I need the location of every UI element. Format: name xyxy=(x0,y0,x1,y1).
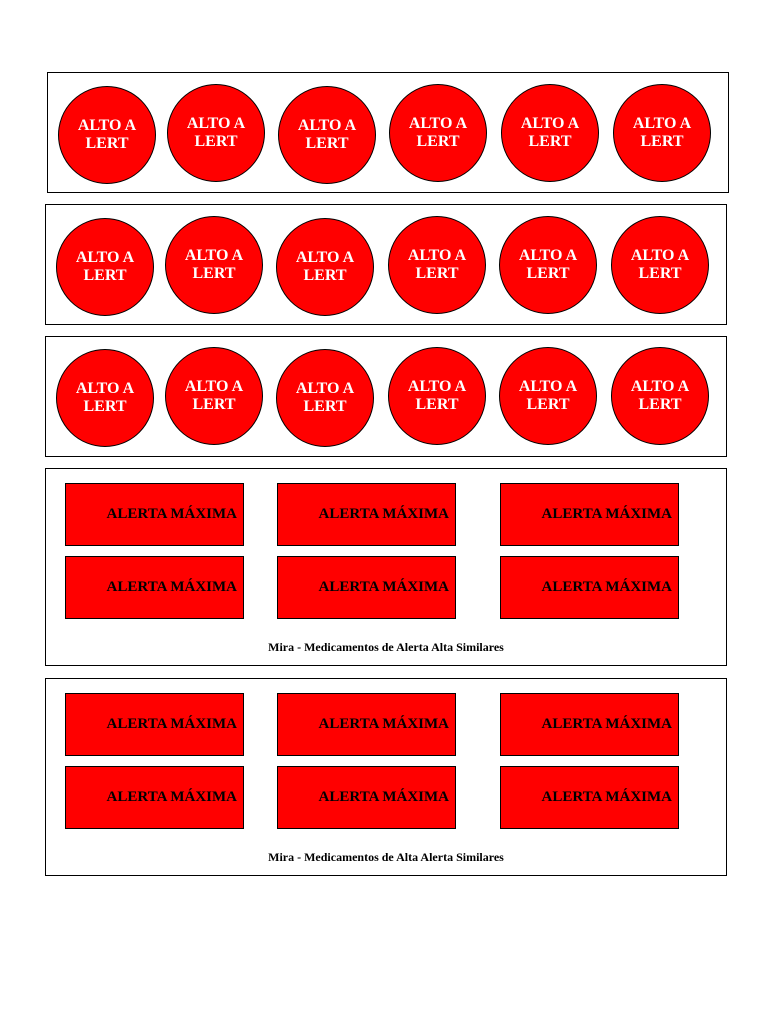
alert-circle-sticker xyxy=(611,216,709,314)
alert-circle-sticker xyxy=(388,347,486,445)
rect-label: ALERTA MÁXIMA xyxy=(318,716,449,732)
alert-circle-sticker xyxy=(167,84,265,182)
rect-label: ALERTA MÁXIMA xyxy=(106,579,237,595)
circle-label: ALTO ALERT xyxy=(520,115,580,150)
rect-label: ALERTA MÁXIMA xyxy=(541,789,672,805)
alert-circle-sticker xyxy=(499,347,597,445)
rect-label: ALERTA MÁXIMA xyxy=(106,716,237,732)
rect-label: ALERTA MÁXIMA xyxy=(541,579,672,595)
alert-circle-sticker xyxy=(165,216,263,314)
circle-label: ALTO ALERT xyxy=(75,380,135,415)
sheet-caption: Mira - Medicamentos de Alerta Alta Similares xyxy=(268,640,504,654)
circle-label: ALTO ALERT xyxy=(408,115,468,150)
alert-circle-sticker xyxy=(613,84,711,182)
circle-label: ALTO ALERT xyxy=(184,378,244,413)
circle-sticker-sheet-1 xyxy=(47,72,729,193)
alert-rect-sticker xyxy=(65,693,244,756)
alert-rect-sticker xyxy=(500,766,679,829)
alert-circle-sticker xyxy=(278,86,376,184)
circle-label: ALTO ALERT xyxy=(295,249,355,284)
rect-label: ALERTA MÁXIMA xyxy=(541,716,672,732)
circle-label: ALTO ALERT xyxy=(184,247,244,282)
rect-label: ALERTA MÁXIMA xyxy=(318,506,449,522)
alert-rect-sticker xyxy=(500,556,679,619)
circle-label: ALTO ALERT xyxy=(297,117,357,152)
rect-sticker-sheet-1 xyxy=(45,468,727,666)
alert-circle-sticker xyxy=(388,216,486,314)
alert-rect-sticker xyxy=(277,766,456,829)
rect-label: ALERTA MÁXIMA xyxy=(106,506,237,522)
circle-label: ALTO ALERT xyxy=(407,247,467,282)
rect-label: ALERTA MÁXIMA xyxy=(106,789,237,805)
alert-rect-sticker xyxy=(65,556,244,619)
circle-label: ALTO ALERT xyxy=(407,378,467,413)
rect-label: ALERTA MÁXIMA xyxy=(318,579,449,595)
circle-label: ALTO ALERT xyxy=(295,380,355,415)
alert-rect-sticker xyxy=(65,483,244,546)
rect-label: ALERTA MÁXIMA xyxy=(541,506,672,522)
sheet-caption: Mira - Medicamentos de Alta Alerta Similares xyxy=(268,850,504,864)
alert-circle-sticker xyxy=(499,216,597,314)
circle-label: ALTO ALERT xyxy=(75,249,135,284)
alert-circle-sticker xyxy=(56,218,154,316)
alert-rect-sticker xyxy=(277,556,456,619)
alert-circle-sticker xyxy=(165,347,263,445)
circle-label: ALTO ALERT xyxy=(518,247,578,282)
rect-sticker-sheet-2 xyxy=(45,678,727,876)
circle-sticker-sheet-3 xyxy=(45,336,727,457)
alert-circle-sticker xyxy=(501,84,599,182)
circle-label: ALTO ALERT xyxy=(518,378,578,413)
alert-circle-sticker xyxy=(276,218,374,316)
alert-rect-sticker xyxy=(500,483,679,546)
alert-circle-sticker xyxy=(611,347,709,445)
alert-rect-sticker xyxy=(65,766,244,829)
circle-label: ALTO ALERT xyxy=(632,115,692,150)
alert-rect-sticker xyxy=(277,693,456,756)
rect-label: ALERTA MÁXIMA xyxy=(318,789,449,805)
circle-label: ALTO ALERT xyxy=(186,115,246,150)
alert-rect-sticker xyxy=(500,693,679,756)
alert-circle-sticker xyxy=(58,86,156,184)
circle-label: ALTO ALERT xyxy=(630,378,690,413)
circle-label: ALTO ALERT xyxy=(630,247,690,282)
alert-circle-sticker xyxy=(276,349,374,447)
circle-label: ALTO ALERT xyxy=(77,117,137,152)
alert-circle-sticker xyxy=(56,349,154,447)
alert-rect-sticker xyxy=(277,483,456,546)
alert-circle-sticker xyxy=(389,84,487,182)
circle-sticker-sheet-2 xyxy=(45,204,727,325)
